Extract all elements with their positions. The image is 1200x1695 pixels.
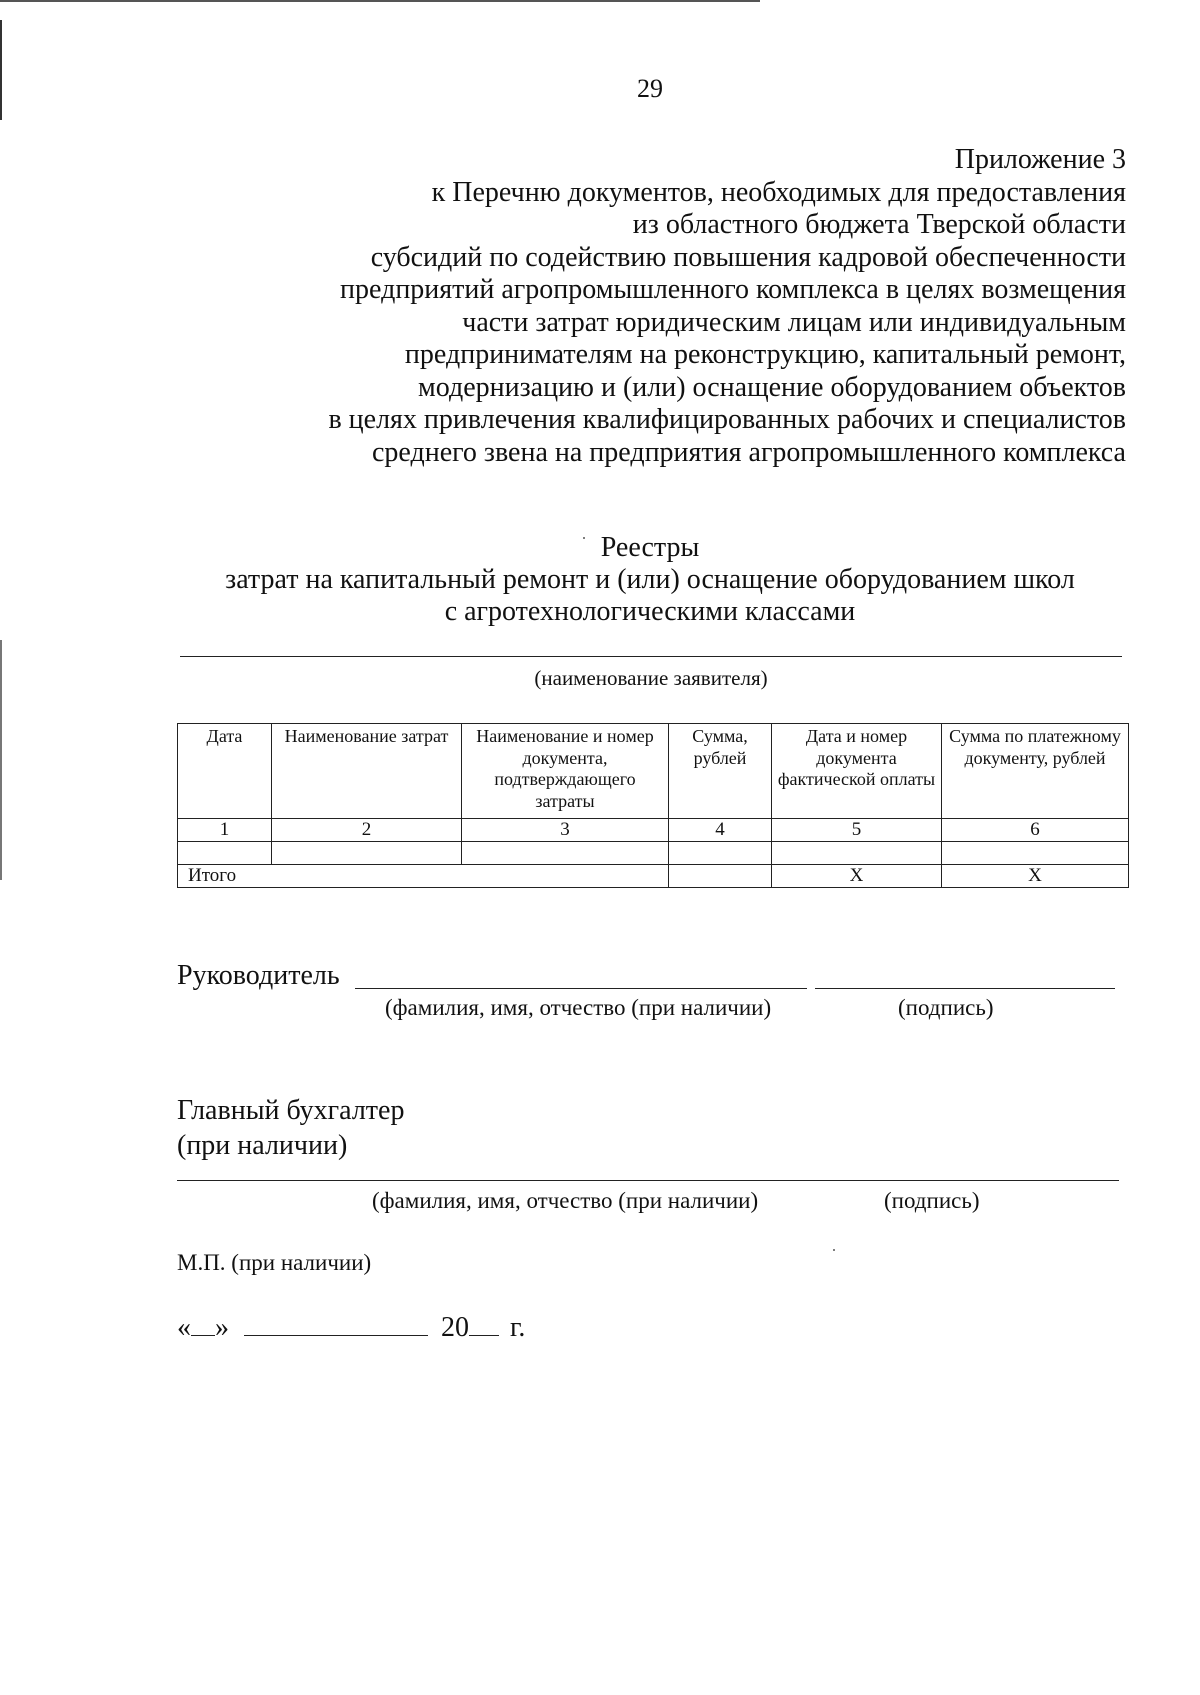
appendix-line: части затрат юридическим лицам или индивидуальным — [462, 306, 1126, 338]
column-number: 2 — [272, 819, 462, 842]
table-cell[interactable] — [178, 842, 272, 865]
table-cell[interactable] — [272, 842, 462, 865]
column-header-cost-name: Наименование затрат — [272, 724, 462, 819]
table-total-row — [178, 865, 1129, 888]
appendix-line: Приложение 3 — [954, 144, 1126, 175]
document-title — [180, 532, 1120, 628]
column-header-date: Дата — [178, 724, 272, 819]
scan-speck — [583, 537, 585, 539]
table-cell[interactable] — [772, 842, 942, 865]
head-name-caption: (фамилия, имя, отчество (при наличии) — [385, 995, 772, 1020]
column-number: 1 — [178, 819, 272, 842]
head-signature-caption: (подпись) — [898, 995, 994, 1020]
appendix-line: предприятий агропромышленного комплекса в целях возмещения — [340, 274, 1126, 305]
date-quote-close: » — [215, 1312, 229, 1343]
total-label: Итого — [178, 865, 669, 888]
accountant-signature-line[interactable] — [177, 1180, 1119, 1181]
table-cell[interactable] — [462, 842, 669, 865]
column-number: 3 — [462, 819, 669, 842]
column-header-payment-document: Дата и номер документа фактической оплаты — [772, 724, 942, 819]
column-header-document: Наименование и номер документа, подтверждающего затраты — [462, 724, 669, 819]
date-quote-open: « — [177, 1312, 191, 1343]
appendix-reference — [226, 144, 1126, 469]
total-x-mark: Х — [772, 865, 942, 888]
total-amount-cell[interactable] — [669, 865, 772, 888]
appendix-line: к Перечню документов, необходимых для предоставления — [431, 176, 1126, 208]
date-year-prefix: 20 — [441, 1312, 469, 1343]
accountant-signature-caption: (подпись) — [884, 1188, 980, 1213]
head-signature-line[interactable] — [815, 988, 1115, 989]
title-line: затрат на капитальный ремонт и (или) оснащение оборудованием школ — [225, 564, 1075, 595]
head-label: Руководитель — [177, 960, 340, 991]
table-row — [178, 842, 1129, 865]
date-line — [177, 1309, 525, 1344]
scan-edge-top — [0, 0, 760, 2]
column-number: 5 — [772, 819, 942, 842]
cost-registry-table — [177, 723, 1129, 888]
date-day-blank[interactable] — [191, 1309, 215, 1336]
appendix-line: предпринимателям на реконструкцию, капитальный ремонт, — [404, 339, 1126, 370]
appendix-line: среднего звена на предприятия агропромышленного комплекса — [371, 436, 1126, 468]
page-number: 29 — [637, 74, 663, 103]
total-x-mark: Х — [942, 865, 1129, 888]
appendix-line: субсидий по содействию повышения кадровой обеспеченности — [370, 241, 1126, 273]
column-header-amount: Сумма, рублей — [669, 724, 772, 819]
column-number: 6 — [942, 819, 1129, 842]
table-cell[interactable] — [942, 842, 1129, 865]
date-year-blank[interactable] — [469, 1309, 499, 1336]
accountant-note: (при наличии) — [177, 1130, 348, 1161]
accountant-name-caption: (фамилия, имя, отчество (при наличии) — [372, 1188, 759, 1213]
appendix-line: в целях привлечения квалифицированных рабочих и специалистов — [328, 404, 1126, 435]
column-number: 4 — [669, 819, 772, 842]
table-header-row — [178, 724, 1129, 819]
column-header-payment-amount: Сумма по платежному документу, рублей — [942, 724, 1129, 819]
accountant-label — [177, 1093, 404, 1163]
appendix-line: модернизацию и (или) оснащение оборудованием объектов — [418, 371, 1126, 403]
table-number-row — [178, 819, 1129, 842]
appendix-line: из областного бюджета Тверской области — [632, 209, 1126, 240]
head-name-line[interactable] — [355, 988, 807, 989]
title-line: с агротехнологическими классами — [444, 596, 856, 627]
applicant-caption: (наименование заявителя) — [534, 666, 768, 690]
title-line: Реестры — [600, 532, 700, 563]
stamp-place: М.П. (при наличии) — [177, 1250, 372, 1275]
scan-edge-left-lower — [0, 640, 2, 880]
table-cell[interactable] — [669, 842, 772, 865]
date-month-blank[interactable] — [244, 1309, 428, 1336]
scan-edge-left — [0, 20, 2, 120]
applicant-name-line[interactable] — [180, 656, 1122, 657]
scan-speck — [833, 1249, 835, 1251]
date-year-suffix: г. — [510, 1312, 526, 1343]
accountant-title: Главный бухгалтер — [177, 1095, 405, 1126]
